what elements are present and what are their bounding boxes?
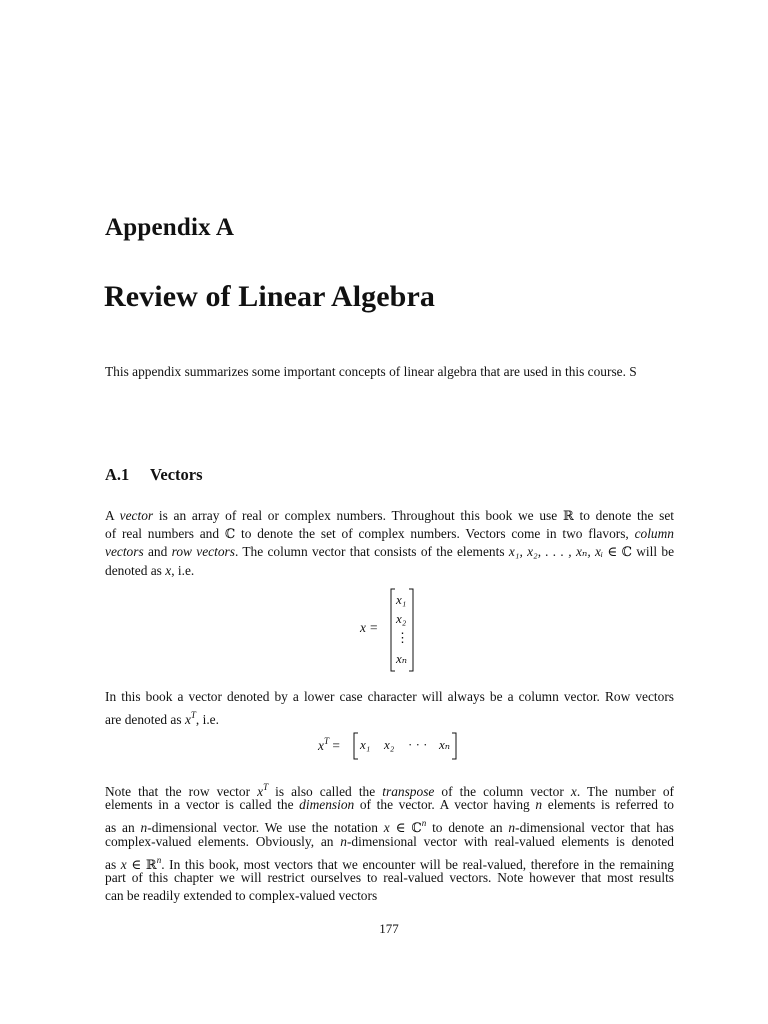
section-heading [105, 465, 203, 485]
paragraph-vector-definition [105, 507, 674, 580]
column-vector-equation [360, 588, 430, 672]
appendix-label: Appendix A [105, 214, 235, 241]
text-line: as an n-dimensional vector. We use the notation x ∈ ℂ$^n$ to denote an n-dimensional vector that has [105, 818, 674, 837]
row-vector-equation [318, 732, 468, 760]
text-line: of real numbers and ℂ to denote the set of complex numbers. Vectors come in two flavors, column [105, 526, 674, 543]
vector-entry: · · · [408, 737, 428, 752]
vector-entry: x₂ [396, 611, 407, 626]
chapter-title: Review of Linear Algebra [104, 280, 435, 313]
text-line: A vector is an array of real or complex numbers. Throughout this book we use ℝ to denote the set [105, 508, 675, 524]
vector-entry: x₁ [396, 592, 407, 607]
page-number: 177 [379, 921, 399, 936]
text-line: part of this chapter we will restrict ourselves to real-valued vectors. Note however that most results [105, 869, 674, 885]
text-line: elements in a vector is called the dimension of the vector. A vector having n elements is referred to [105, 797, 674, 813]
section-number: A.1 [105, 465, 130, 484]
section-title: Vectors [150, 465, 203, 484]
intro-paragraph: This appendix summarizes some important concepts of linear algebra that are used in this course. S [105, 364, 637, 379]
text-line: vectors and row vectors. The column vector that consists of the elements x₁, x₂, . . . , xₙ, xᵢ ∈ ℂ will be [105, 544, 675, 561]
text-line: are denoted as $x^T$, i.e. [105, 710, 219, 728]
vector-entry: xₙ [439, 737, 451, 752]
equation-lhs: x = [360, 620, 378, 635]
text-line: as x ∈ ℝ$^n$. In this book, most vectors that we encounter will be real-valued, therefore in the remaining [105, 854, 674, 873]
vector-entry: x₁ [360, 737, 371, 752]
paragraph-row-vectors [105, 688, 674, 728]
text-line: Note that the row vector $x^T$ is also called the transpose of the column vector x. The number of [105, 782, 675, 799]
text-line: In this book a vector denoted by a lower case character will always be a column vector. Row vectors [105, 689, 674, 704]
vector-entry: ⋮ [396, 630, 409, 645]
vector-entry: x₂ [384, 737, 395, 752]
paragraph-transpose-dimension [105, 778, 674, 905]
vector-entry: xₙ [396, 651, 408, 666]
text-line: complex-valued elements. Obviously, an n-dimensional vector with real-valued elements is denoted [105, 833, 674, 849]
text-line: denoted as x, i.e. [105, 562, 195, 578]
equation-lhs: $x^T$ = [318, 736, 340, 753]
text-line: can be readily extended to complex-valued vectors [105, 888, 378, 904]
